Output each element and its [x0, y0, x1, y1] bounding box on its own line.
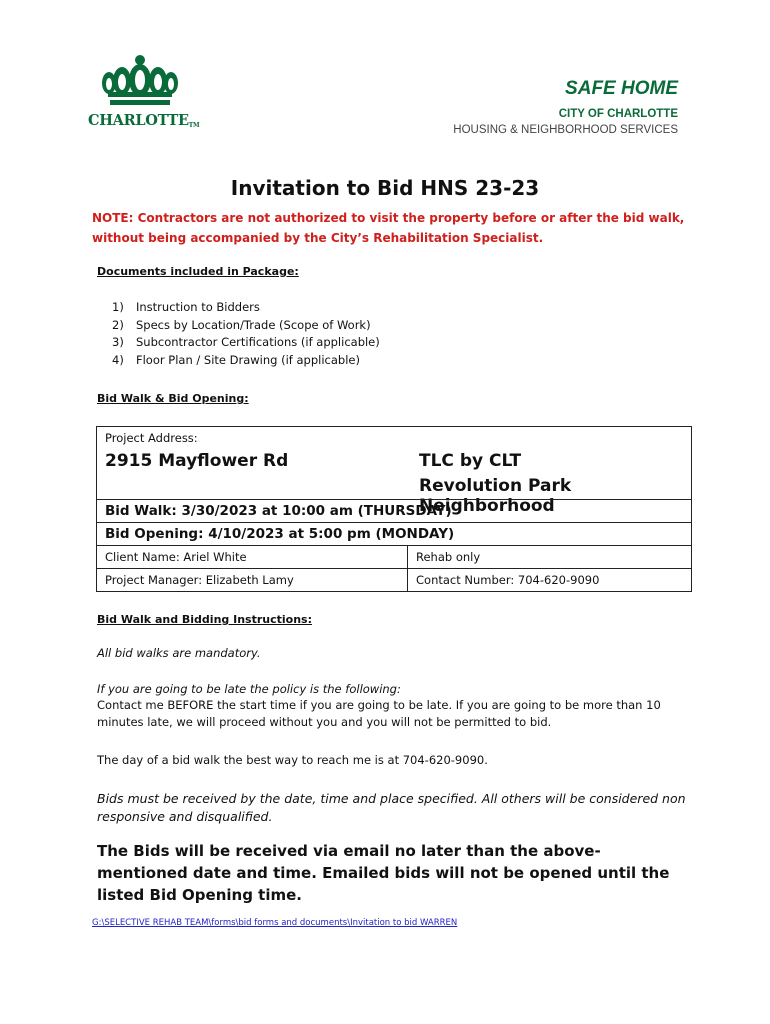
- address-label: Project Address:: [105, 431, 198, 445]
- bids-received-text: Bids must be received by the date, time and place specified. All others will be considered non responsive and disqualified.: [97, 791, 686, 824]
- program-label: TLC by CLT: [419, 451, 522, 471]
- bid-opening-row: [97, 522, 691, 545]
- instructions-heading: Bid Walk and Bidding Instructions:: [97, 613, 312, 626]
- email-notice: The Bids will be received via email no later than the above-mentioned date and time. Emailed bids will not be opened until the listed Bid Opening time.: [97, 842, 670, 904]
- project-address: 2915 Mayflower Rd: [105, 451, 289, 471]
- bid-walk-date: Bid Walk: 3/30/2023 at 10:00 am (THURSDAY): [105, 503, 452, 519]
- project-table: [96, 426, 692, 592]
- charlotte-logo: [88, 54, 200, 134]
- rehab-type: Rehab only: [407, 546, 693, 568]
- late-policy-text: Contact me BEFORE the start time if you are going to be late. If you are going to be more than 10 minutes late, we will proceed without you and you will not be permitted to bid.: [97, 698, 661, 729]
- bid-walk-heading: Bid Walk & Bid Opening:: [97, 392, 249, 405]
- day-of-contact: The day of a bid walk the best way to reach me is at 704-620-9090.: [97, 753, 488, 767]
- logo-wordmark: CHARLOTTETM: [88, 112, 200, 129]
- list-item: 1) Instruction to Bidders: [112, 300, 260, 314]
- department-name: HOUSING & NEIGHBORHOOD SERVICES: [453, 124, 678, 136]
- crown-icon: [88, 54, 192, 110]
- bid-opening-date: Bid Opening: 4/10/2023 at 5:00 pm (MONDAY): [105, 526, 455, 542]
- documents-list: [112, 299, 380, 369]
- bid-walk-row: [97, 499, 691, 522]
- project-manager: Project Manager: Elizabeth Lamy: [105, 573, 294, 587]
- file-path-link[interactable]: G:\SELECTIVE REHAB TEAM\forms\bid forms and documents\Invitation to bid WARREN: [92, 918, 458, 928]
- neighborhood-label: Revolution Park Neighborhood: [419, 476, 572, 516]
- contact-number: Contact Number: 704-620-9090: [407, 569, 693, 591]
- contractor-note: NOTE: Contractors are not authorized to visit the property before or after the bid walk, without being accompanied by the City’s Rehabilitation Specialist.: [92, 211, 685, 245]
- program-name: SAFE HOME: [565, 78, 678, 99]
- late-policy-heading: If you are going to be late the policy is the following:: [97, 682, 401, 696]
- list-item: 2) Specs by Location/Trade (Scope of Work): [112, 317, 371, 332]
- list-item: 4) Floor Plan / Site Drawing (if applicable): [112, 352, 360, 367]
- city-name: CITY OF CHARLOTTE: [558, 108, 678, 120]
- client-name: Client Name: Ariel White: [105, 550, 247, 564]
- list-item: 3) Subcontractor Certifications (if applicable): [112, 335, 380, 349]
- manager-row: [97, 568, 691, 591]
- client-row: [97, 545, 691, 568]
- documents-heading: Documents included in Package:: [97, 265, 299, 278]
- mandatory-text: All bid walks are mandatory.: [97, 646, 261, 660]
- page-title: Invitation to Bid HNS 23-23: [230, 176, 540, 200]
